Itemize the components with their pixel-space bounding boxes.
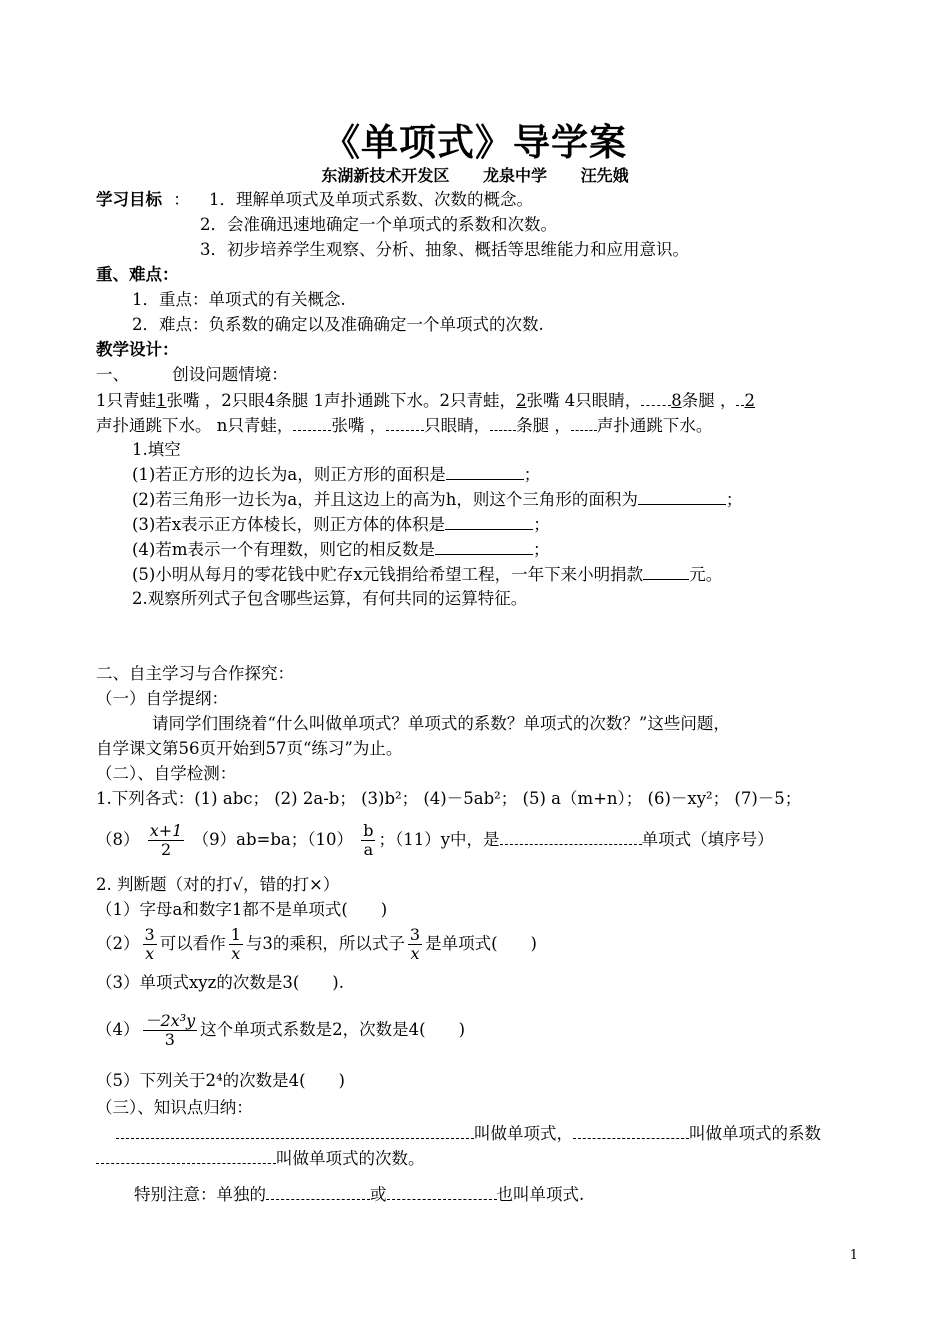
question-1-line-2: （8） $\frac{x+1}{2}$ （9）ab=ba；（10） $\frac{b}{a}$ ；（11）y中，是 单项式（填序号） bbox=[96, 821, 774, 859]
blank bbox=[573, 1122, 689, 1139]
blank bbox=[500, 828, 642, 845]
key-point-item: 1．重点：单项式的有关概念. bbox=[132, 290, 346, 309]
fraction: $\frac{\text{－2x³y}}{3}$ bbox=[144, 1011, 196, 1049]
blank bbox=[571, 414, 597, 431]
key-points-heading: 重、难点： bbox=[96, 265, 179, 284]
fraction: $\frac{1}{x}$ bbox=[230, 925, 241, 963]
blank bbox=[266, 1183, 370, 1200]
outline-paragraph: 请同学们围绕着“什么叫做单项式？单项式的系数？单项式的次数？”这些问题， bbox=[152, 714, 730, 733]
judge-item: （1）字母a和数字1都不是单项式( ) bbox=[96, 900, 388, 919]
frog-line-1: 1只青蛙1张嘴 ，2只眼4条腿 1声扑通跳下水。2只青蛙，2张嘴 4只眼睛， 8条腿 ， 2 bbox=[96, 391, 755, 410]
judge-item: （3）单项式xyz的次数是3( ). bbox=[96, 973, 344, 992]
page-title: 《单项式》导学案 bbox=[323, 121, 627, 164]
outline-heading: （一）自学提纲： bbox=[96, 689, 228, 708]
author-school: 龙泉中学 bbox=[482, 166, 547, 185]
author-line bbox=[0, 163, 950, 186]
design-heading: 教学设计： bbox=[96, 340, 179, 359]
fill-item: (3)若x表示正方体棱长，则正方体的体积是 ； bbox=[132, 515, 550, 534]
fraction: $\frac{3}{x}$ bbox=[409, 925, 421, 963]
blank bbox=[446, 463, 524, 480]
section1-heading: 一、 创设问题情境： bbox=[96, 365, 288, 384]
goal-item: 1．理解单项式及单项式系数、次数的概念。 bbox=[209, 190, 533, 209]
summary-line-1: 叫做单项式， 叫做单项式的系数 bbox=[116, 1122, 821, 1145]
blank bbox=[96, 1147, 276, 1164]
fraction: $\frac{3}{x}$ bbox=[144, 925, 155, 963]
page-number: 1 bbox=[849, 1248, 858, 1263]
blank bbox=[116, 1122, 474, 1139]
blank bbox=[643, 563, 689, 580]
blank bbox=[445, 513, 533, 530]
frog-line-2: 声扑通跳下水。 n只青蛙， 张嘴 ， 只眼睛， 条腿 ， 声扑通跳下水。 bbox=[96, 416, 713, 435]
goal-item: 3．初步培养学生观察、分析、抽象、概括等思维能力和应用意识。 bbox=[200, 240, 689, 259]
fill-item: (5)小明从每月的零花钱中贮存x元钱捐给希望工程，一年下来小明捐款 元。 bbox=[132, 565, 723, 584]
question-2-heading: 2. 判断题（对的打√，错的打×） bbox=[96, 875, 340, 894]
goal-item: 2．会准确迅速地确定一个单项式的系数和次数。 bbox=[200, 215, 557, 234]
blank bbox=[490, 414, 516, 431]
key-point-item: 2．难点：负系数的确定以及准确确定一个单项式的次数. bbox=[132, 315, 544, 334]
blank bbox=[386, 414, 424, 431]
observe-question: 2.观察所列式子包含哪些运算，有何共同的运算特征。 bbox=[132, 589, 528, 608]
section2-heading: 二、自主学习与合作探究： bbox=[96, 664, 294, 683]
author-name: 汪先娥 bbox=[580, 166, 629, 185]
goals-heading: 学习目标 bbox=[96, 190, 162, 209]
fill-heading: 1.填空 bbox=[132, 440, 181, 459]
check-heading: （二）、自学检测： bbox=[96, 764, 237, 783]
summary-line-2: 叫做单项式的次数。 bbox=[96, 1147, 425, 1170]
judge-item: （4） $\frac{\text{－2x³y}}{3}$ 这个单项式系数是2，次数是4( ) bbox=[96, 1011, 466, 1049]
author-org: 东湖新技术开发区 bbox=[321, 166, 450, 185]
goals-row-1: 学习目标 ： 1．理解单项式及单项式系数、次数的概念。 bbox=[96, 190, 533, 209]
judge-item: （5）下列关于2⁴的次数是4( ) bbox=[96, 1071, 345, 1090]
judge-item: （2） $\frac{3}{x}$ 可以看作 $\frac{1}{x}$ 与3的乘积，所以式子 $\frac{3}{x}$ 是单项式( ) bbox=[96, 925, 537, 963]
fraction: $\frac{x+1}{2}$ bbox=[149, 821, 183, 859]
fill-item: (4)若m表示一个有理数，则它的相反数是 ； bbox=[132, 540, 550, 559]
blank bbox=[638, 488, 726, 505]
summary-heading: （三）、知识点归纳： bbox=[96, 1098, 253, 1117]
blank bbox=[387, 1183, 497, 1200]
special-note: 特别注意：单独的 或 也叫单项式. bbox=[134, 1185, 585, 1204]
question-1-line-1: 1.下列各式：(1) abc； (2) 2a-b； (3)b²； (4)－5ab²； (5) a（m+n）； (6)－xy²； (7)－5； bbox=[96, 789, 802, 808]
fill-item: (2)若三角形一边长为a，并且这边上的高为h，则这个三角形的面积为 ； bbox=[132, 490, 743, 509]
fraction: $\frac{b}{a}$ bbox=[363, 821, 374, 859]
outline-paragraph: 自学课文第56页开始到57页“练习”为止。 bbox=[96, 739, 403, 758]
blank bbox=[435, 538, 533, 555]
fill-item: (1)若正方形的边长为a，则正方形的面积是 ； bbox=[132, 465, 541, 484]
blank bbox=[293, 414, 331, 431]
